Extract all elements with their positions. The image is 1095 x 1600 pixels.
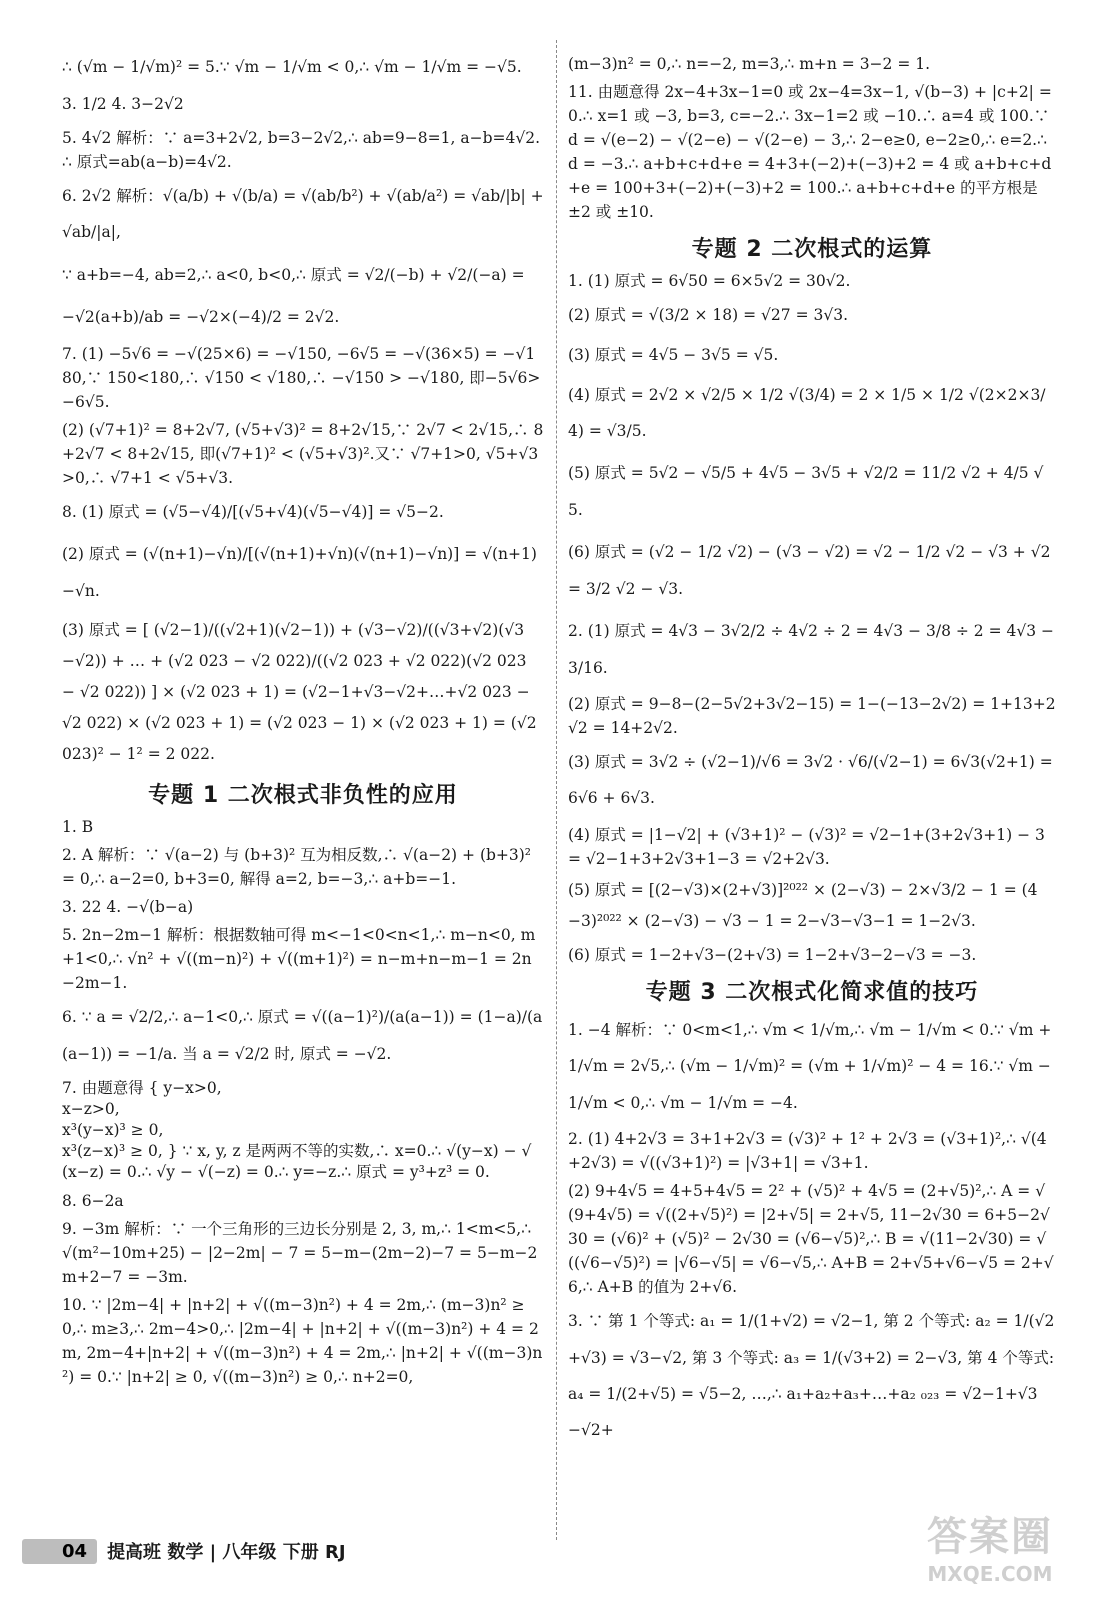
answer-line: (m−3)n² = 0,∴ n=−2, m=3,∴ m+n = 3−2 = 1. <box>568 55 931 73</box>
column-divider <box>556 40 557 1540</box>
answer-line: (4) 原式 = 2√2 × √2/5 × 1/2 √(3/4) = 2 × 1/5 × 1/2 √(2×2×3/4) = √3/5. <box>568 385 1046 440</box>
answer-line: 8. (1) 原式 = (√5−√4)/[(√5+√4)(√5−√4)] = √5−2. <box>62 502 444 521</box>
answer-line: (6) 原式 = (√2 − 1/2 √2) − (√3 − √2) = √2 − 1/2 √2 − √3 + √2 = 3/2 √2 − √3. <box>568 543 1051 598</box>
answer-line: 10. ∵ |2m−4| + |n+2| + √((m−3)n²) + 4 = 2m,∴ (m−3)n² ≥ 0,∴ m≥3,∴ 2m−4>0,∴ |2m−4| + |n+2| + √((m−3)n²) + 4 = 2m, 2m−4+|n+2| + √((m−3)n²) + 4 = 2m,∴ |n+2| + √((m−3)n²) = 0.∵ |n+2| ≥ 0, √((m−3)n²) ≥ 0,∴ n+2=0, <box>62 1295 543 1386</box>
answer-line: 5. 2n−2m−1 解析：根据数轴可得 m<−1<0<n<1,∴ m−n<0, m+1<0,∴ √n² + √((m−n)²) + √((m+1)²) = n−m+n−m−1 = 2n−2m−1. <box>62 926 536 993</box>
answer-line: (2) (√7+1)² = 8+2√7, (√5+√3)² = 8+2√15,∵ 2√7 < 2√15,∴ 8+2√7 < 8+2√15, 即(√7+1)² < (√5+√3)².又∵ √7+1>0, √5+√3>0,∴ √7+1 < √5+√3. <box>62 420 544 487</box>
answer-line: 7. 由题意得 { y−x>0, x−z>0, x³(y−x)³ ≥ 0, x³(z−x)³ ≥ 0, } ∵ x, y, z 是两两不等的实数,∴ x=0.∴ √(y−x) − √(x−z) = 0.∴ √y − √(−z) = 0.∴ y=−z.∴ 原式 = y³+z³ = 0. <box>62 1079 532 1181</box>
answer-line: 5. 4√2 解析：∵ a=3+2√2, b=3−2√2,∴ ab=9−8=1, a−b=4√2.∴ 原式=ab(a−b)=4√2. <box>62 129 541 172</box>
answer-line: −√2(a+b)/ab = −√2×(−4)/2 = 2√2. <box>62 308 340 327</box>
answer-line: 2. (1) 原式 = 4√3 − 3√2/2 ÷ 4√2 ÷ 2 = 4√3 − 3/8 ÷ 2 = 4√3 − 3/16. <box>568 622 1054 677</box>
answer-line: 6. 2√2 解析：√(a/b) + √(b/a) = √(ab/b²) + √(ab/a²) = √ab/|b| + √ab/|a|, <box>62 187 544 242</box>
answer-line: 2. A 解析：∵ √(a−2) 与 (b+3)² 互为相反数,∴ √(a−2) + (b+3)² = 0,∴ a−2=0, b+3=0, 解得 a=2, b=−3,∴ a+b=−1. <box>62 846 532 889</box>
answer-line: 8. 6−2a <box>62 1191 124 1210</box>
left-column <box>62 52 544 1393</box>
answer-line: 3. 1/2 4. 3−2√2 <box>62 95 184 113</box>
answer-line: (5) 原式 = 5√2 − √5/5 + 4√5 − 3√5 + √2/2 = 11/2 √2 + 4/5 √5. <box>568 464 1044 519</box>
answer-line: (4) 原式 = |1−√2| + (√3+1)² − (√3)² = √2−1+(3+2√3+1) − 3 = √2−1+3+2√3+1−3 = √2+2√3. <box>568 825 1045 868</box>
answer-line: 1. B <box>62 818 94 837</box>
section-3-title: 专题 3 二次根式化简求值的技巧 <box>645 979 979 1005</box>
answer-line: 3. 22 4. −√(b−a) <box>62 898 194 917</box>
answer-line: (2) 原式 = 9−8−(2−5√2+3√2−15) = 1−(−13−2√2) = 1+13+2√2 = 14+2√2. <box>568 694 1056 737</box>
answer-line: 1. −4 解析：∵ 0<m<1,∴ √m < 1/√m,∴ √m − 1/√m < 0.∵ √m + 1/√m = 2√5,∴ (√m − 1/√m)² = (√m + 1/√m)² − 4 = 16.∵ √m − 1/√m < 0,∴ √m − 1/√m = −4. <box>568 1020 1052 1112</box>
right-top-answers <box>568 52 1056 224</box>
answer-line: (2) 原式 = (√(n+1)−√n)/[(√(n+1)+√n)(√(n+1)−√n)] = √(n+1)−√n. <box>62 545 537 600</box>
section-2-title: 专题 2 二次根式的运算 <box>691 237 933 263</box>
watermark-mark: 答案圈 <box>927 1513 1053 1560</box>
answer-line: 2. (1) 4+2√3 = 3+1+2√3 = (√3)² + 1² + 2√3 = (√3+1)²,∴ √(4+2√3) = √((√3+1)²) = |√3+1| = √3+1. <box>568 1130 1047 1173</box>
answer-line: 7. (1) −5√6 = −√(25×6) = −√150, −6√5 = −√(36×5) = −√180,∵ 150<180,∴ √150 < √180,∴ −√150 > −√180, 即−5√6>−6√5. <box>62 344 541 411</box>
answer-line: (2) 9+4√5 = 4+5+4√5 = 2² + (√5)² + 4√5 = (2+√5)²,∴ A = √(9+4√5) = √((2+√5)²) = |2+√5| = 2+√5, 11−2√30 = 6+5−2√30 = (√6)² + (√5)² − 2√30 = (√6−√5)²,∴ B = √(11−2√30) = √((√6−√5)²) = |√6−√5| = √6−√5,∴ A+B = 2+√5+√6−√5 = 2+√6,∴ A+B 的值为 2+√6. <box>568 1182 1054 1297</box>
answer-line: 6. ∵ a = √2/2,∴ a−1<0,∴ 原式 = √((a−1)²)/(a(a−1)) = (1−a)/(a(a−1)) = −1/a. 当 a = √2/2 时, 原式 = −√2. <box>62 1008 543 1063</box>
answer-line: ∴ (√m − 1/√m)² = 5.∵ √m − 1/√m < 0,∴ √m − 1/√m = −√5. <box>62 58 522 76</box>
answer-line: (5) 原式 = [(2−√3)×(2+√3)]²⁰²² × (2−√3) − 2×√3/2 − 1 = (4−3)²⁰²² × (2−√3) − √3 − 1 = 2−√3−√3−1 = 1−2√3. <box>568 880 1038 930</box>
answer-line: 11. 由题意得 2x−4+3x−1=0 或 2x−4=3x−1, √(b−3) + |c+2| = 0.∴ x=1 或 −3, b=3, c=−2.∴ 3x−1=2 或 −10.∴ a=4 或 100.∵ d = √(e−2) − √(2−e) − √(2−e) − 3,∴ 2−e≥0, e−2≥0,∴ e=2.∴ d = −3.∴ a+b+c+d+e = 4+3+(−2)+(−3)+2 = 4 或 a+b+c+d+e = 100+3+(−2)+(−3)+2 = 100.∴ a+b+c+d+e 的平方根是 ±2 或 ±10. <box>568 83 1052 222</box>
book-title: 提高班 数学 | 八年级 下册 RJ <box>107 1542 346 1563</box>
answer-line: 9. −3m 解析：∵ 一个三角形的三边长分别是 2, 3, m,∴ 1<m<5,∴ √(m²−10m+25) − |2−2m| − 7 = 5−m−(2m−2)−7 = 5−m−2m+2−7 = −3m. <box>62 1219 538 1286</box>
section-1-title: 专题 1 二次根式非负性的应用 <box>148 783 458 809</box>
section-2-answers <box>568 269 1056 967</box>
answer-line: 3. ∵ 第 1 个等式: a₁ = 1/(1+√2) = √2−1, 第 2 个等式: a₂ = 1/(√2+√3) = √3−√2, 第 3 个等式: a₃ = 1/(√3+2) = 2−√3, 第 4 个等式: a₄ = 1/(2+√5) = √5−2, …,∴ a₁+a₂+a₃+…+a₂ ₀₂₃ = √2−1+√3−√2+ <box>568 1312 1055 1440</box>
answer-line: (3) 原式 = 3√2 ÷ (√2−1)/√6 = 3√2 · √6/(√2−1) = 6√3(√2+1) = 6√6 + 6√3. <box>568 752 1053 808</box>
watermark-url: MXQE.COM <box>927 1561 1053 1586</box>
answer-line: (2) 原式 = √(3/2 × 18) = √27 = 3√3. <box>568 306 849 325</box>
answer-line: (3) 原式 = [ (√2−1)/((√2+1)(√2−1)) + (√3−√2)/((√3+√2)(√3−√2)) + … + (√2 023 − √2 022)/((√2 023 + √2 022)(√2 023 − √2 022)) ] × (√2 023 + 1) = (√2−1+√3−√2+…+√2 023 − √2 022) × (√2 023 + 1) = (√2 023 − 1) × (√2 023 + 1) = (√2 023)² − 1² = 2 022. <box>62 621 537 764</box>
page-footer <box>22 1538 346 1564</box>
page-number: 04 <box>22 1539 97 1564</box>
section-1-answers <box>62 815 544 1389</box>
right-column <box>568 52 1056 1455</box>
answer-line: 1. (1) 原式 = 6√50 = 6×5√2 = 30√2. <box>568 272 851 291</box>
answer-line: (3) 原式 = 4√5 − 3√5 = √5. <box>568 345 779 364</box>
left-top-answers <box>62 52 544 770</box>
answer-line: (6) 原式 = 1−2+√3−(2+√3) = 1−2+√3−2−√3 = −3. <box>568 945 977 964</box>
watermark-logo <box>900 1500 1080 1590</box>
section-3-answers <box>568 1012 1056 1449</box>
answer-line: ∵ a+b=−4, ab=2,∴ a<0, b<0,∴ 原式 = √2/(−b) + √2/(−a) = <box>62 265 525 284</box>
